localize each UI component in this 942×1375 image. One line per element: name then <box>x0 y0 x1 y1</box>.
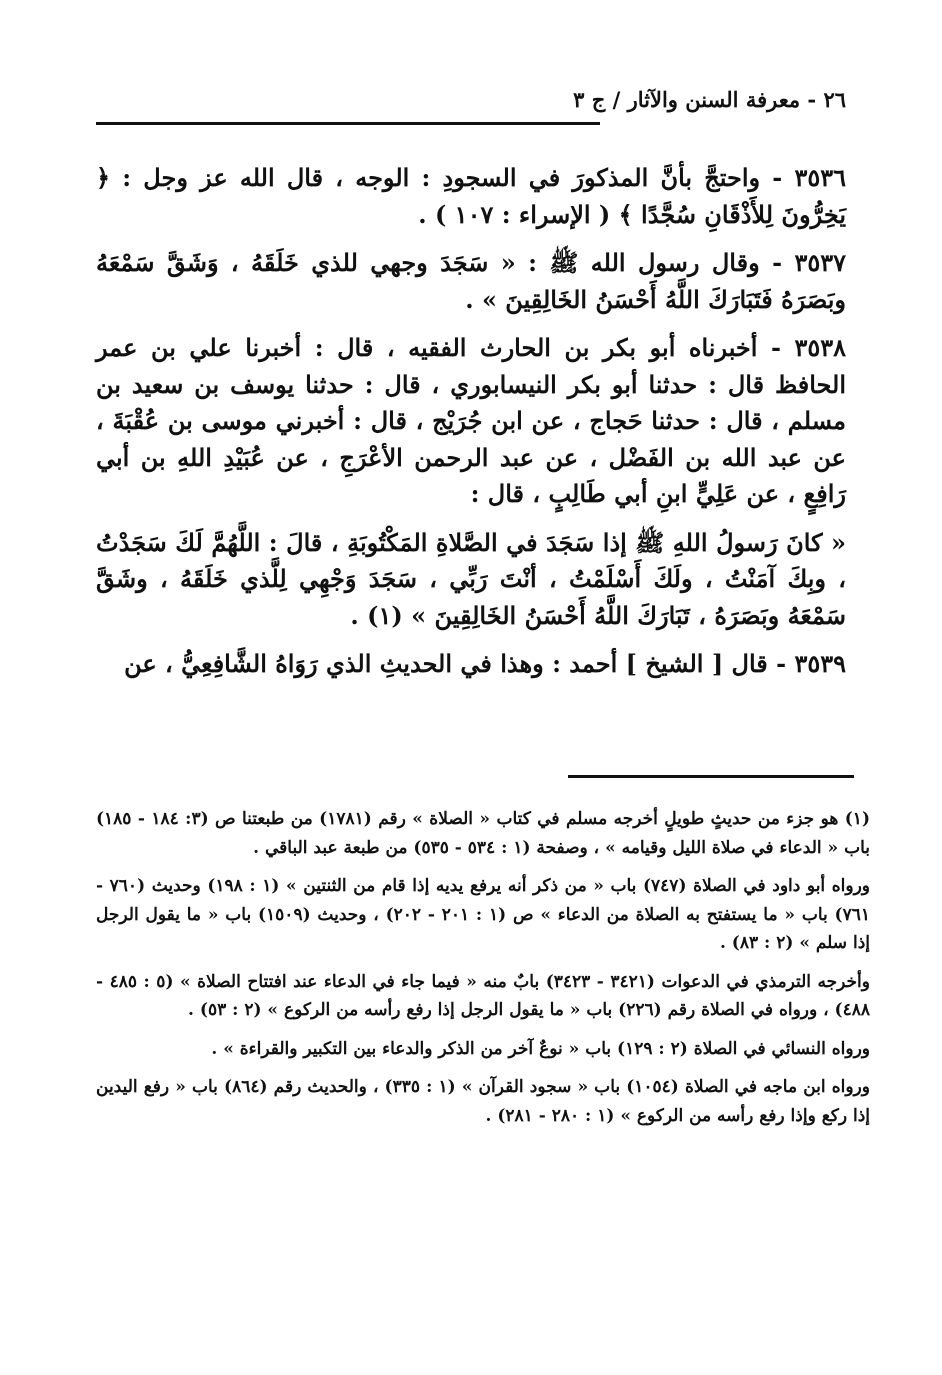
paragraph-3536: ٣٥٣٦ - واحتجَّ بأنَّ المذكورَ في السجودِ : الوجه ، قال الله عز وجل : ﴿ يَخِرُّونَ لِلأَذْقَانِ سُجَّدًا ﴾ ( الإسراء : ١٠٧ ) . <box>96 163 846 229</box>
main-text <box>96 160 846 695</box>
footnote-ibn-majah: ورواه ابن ماجه في الصلاة (١٠٥٤) باب « سجود القرآن » (١ : ٣٣٥) ، والحديث رقم (٨٦٤) باب « رفع اليدين إذا ركع وإذا رفع رأسه من الركوع » (١ : ٢٨٠ - ٢٨١) . <box>96 1077 870 1126</box>
footnote-tirmidhi: وأخرجه الترمذي في الدعوات (٣٤٢١ - ٣٤٢٣) بابٌ منه « فيما جاء في الدعاء عند افتتاح الصلاة » (٥ : ٤٨٥ - ٤٨٨) ، ورواه في الصلاة رقم (٢٢٦) باب « ما يقول الرجل إذا رفع رأسه من الركوع » (٢ : ٥٣) . <box>96 971 870 1020</box>
running-head: ٢٦ - معرفة السنن والآثار / ج ٣ <box>573 87 846 112</box>
hadith-quote: « كانَ رَسولُ اللهِ ﷺ إذا سَجَدَ في الصَّلاةِ المَكْتُوبَةِ ، قالَ : اللَّهُمَّ لَكَ سَجَدْتُ ، وبِكَ آمَنْتُ ، ولَكَ أَسْلَمْتُ ، أنْتَ رَبِّي ، سَجَدَ وَجْهِي لِلَّذي خَلَقَهُ ، وشَقَّ سَمْعَهُ وبَصَرَهُ ، تَبَارَكَ اللَّهُ أَحْسَنُ الخَالِقِينَ » (١) . <box>96 527 846 630</box>
paragraph-3538: ٣٥٣٨ - أخبرناه أبو بكر بن الحارث الفقيه ، قال : أخبرنا علي بن عمر الحافظ قال : حدثنا أبو بكر النيسابوري ، قال : حدثنا يوسف بن سعيد بن مسلم ، قال : حدثنا حَجاج ، عن ابن جُرَيْج ، قال : أخبرني موسى بن عُقْبَةَ ، عن عبد الله بن الفَضْل ، عن عبد الرحمن الأعْرَجِ ، عن عُبَيْدِ اللهِ بن أبي رَافِعٍ ، عن عَلِيٍّ ابنِ أبي طَالِبٍ ، قال : <box>96 333 847 508</box>
paragraph-3539: ٣٥٣٩ - قال [ الشيخ ] أحمد : وهذا في الحديثِ الذي رَوَاهُ الشَّافِعِيُّ ، عن <box>124 649 846 678</box>
paragraph-3537: ٣٥٣٧ - وقال رسول الله ﷺ : « سَجَدَ وجهي للذي خَلَقَهُ ، وَشَقَّ سَمْعَهُ وبَصَرَهُ فَتَبَارَكَ اللَّهُ أَحْسَنُ الخَالِقِينَ » . <box>96 248 846 314</box>
footnote-separator <box>568 775 854 778</box>
footnote-1: (١) هو جزء من حديثٍ طويلٍ أخرجه مسلم في كتاب « الصلاة » رقم (١٧٨١) من طبعتنا ص (٣: ١٨٤ - ١٨٥) باب « الدعاء في صلاة الليل وقيامه » ، وصفحة (١ : ٥٣٤ - ٥٣٥) من طبعة عبد الباقي . <box>96 809 870 858</box>
footnote-nasai: ورواه النسائي في الصلاة (٢ : ١٢٩) باب « نوعٌ آخر من الذكر والدعاء بين التكبير والقراءة » . <box>211 1038 870 1059</box>
header-rule <box>96 122 600 125</box>
footnote-abu-dawud: ورواه أبو داود في الصلاة (٧٤٧) باب « من ذكر أنه يرفع يديه إذا قام من الثنتين » (١ : ١٩٨) وحديث (٧٦٠ - ٧٦١) باب « ما يستفتح به الصلاة من الدعاء » ص (١ : ٢٠١ - ٢٠٢) ، وحديث (١٥٠٩) باب « ما يقول الرجل إذا سلم » (٢ : ٨٣) . <box>96 876 871 953</box>
footnotes <box>96 805 870 1140</box>
